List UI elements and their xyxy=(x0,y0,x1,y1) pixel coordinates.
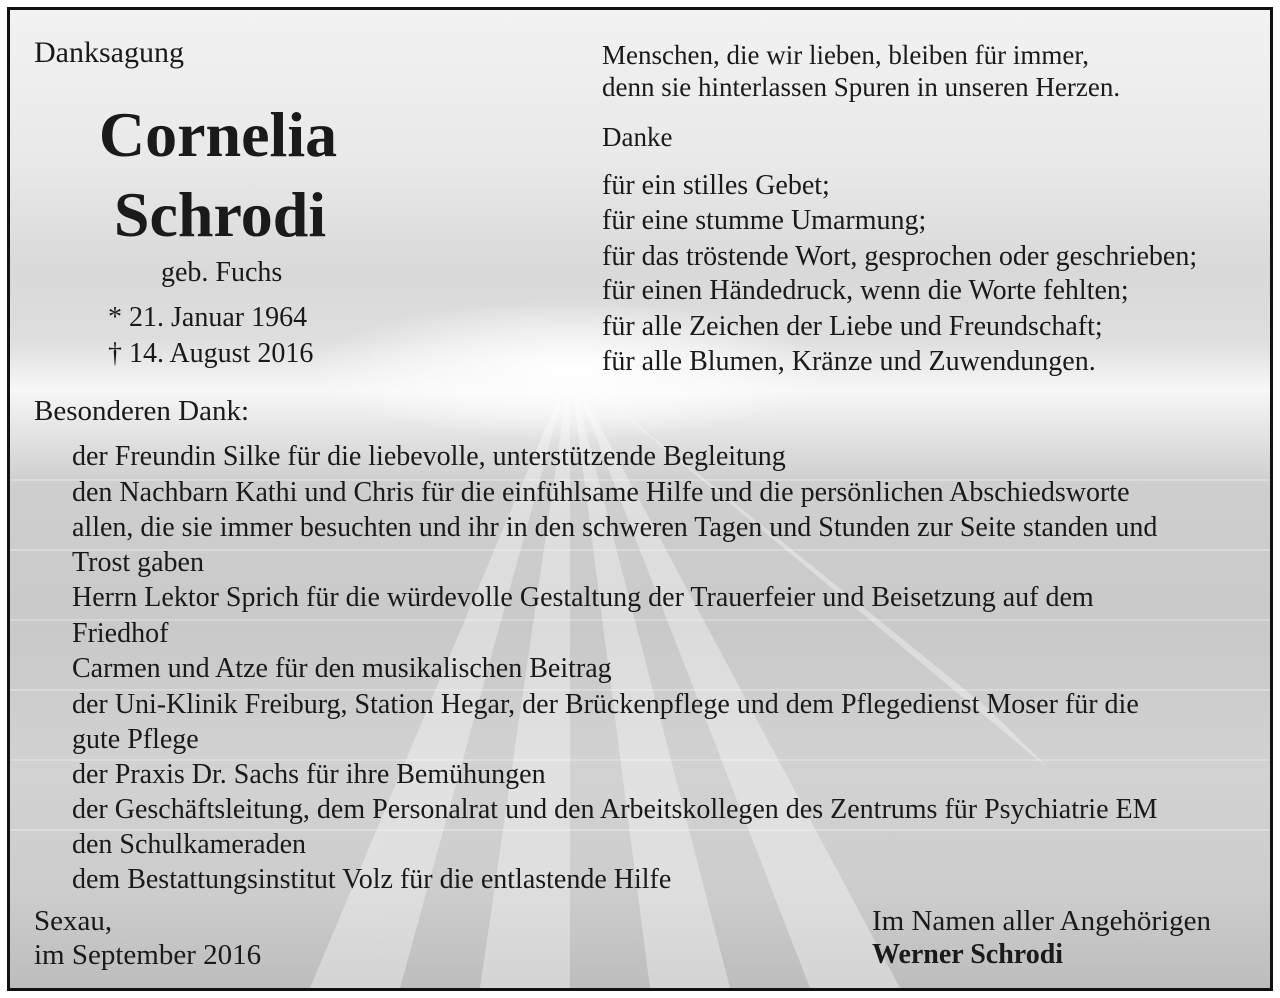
thanks-item: für alle Blumen, Kränze und Zuwendungen. xyxy=(602,346,1096,377)
maiden-name: geb. Fuchs xyxy=(161,257,283,288)
footer-date: im September 2016 xyxy=(34,939,262,971)
thanks-item: für eine stumme Umarmung; xyxy=(602,205,927,236)
birth-date: * 21. Januar 1964 xyxy=(108,302,308,333)
deceased-first-name: Cornelia xyxy=(98,99,338,170)
special-thanks-line: der Geschäftsleitung, dem Personalrat und den Arbeitskollegen des Zentrums für Psychiatrie EM xyxy=(72,794,1158,825)
thanks-heading: Danke xyxy=(602,122,673,152)
special-thanks-heading: Besonderen Dank: xyxy=(34,395,250,427)
special-thanks-line: der Freundin Silke für die liebevolle, unterstützende Begleitung xyxy=(72,441,786,472)
footer-signer: Werner Schrodi xyxy=(872,939,1064,970)
page-heading: Danksagung xyxy=(34,36,184,69)
quote-line-2: denn sie hinterlassen Spuren in unseren Herzen. xyxy=(602,72,1121,102)
special-thanks-line: der Praxis Dr. Sachs für ihre Bemühungen xyxy=(72,759,546,790)
special-thanks-line: Friedhof xyxy=(72,618,169,649)
death-date: † 14. August 2016 xyxy=(108,338,314,369)
quote-line-1: Menschen, die wir lieben, bleiben für immer, xyxy=(602,40,1090,70)
footer-place: Sexau, xyxy=(34,905,113,937)
thanks-item: für alle Zeichen der Liebe und Freundschaft; xyxy=(602,311,1103,342)
special-thanks-line: der Uni-Klinik Freiburg, Station Hegar, der Brückenpflege und dem Pflegedienst Moser für die xyxy=(72,689,1139,720)
special-thanks-line: allen, die sie immer besuchten und ihr in den schweren Tagen und Stunden zur Seite standen und xyxy=(72,512,1158,543)
special-thanks-line: Trost gaben xyxy=(72,547,204,578)
special-thanks-line: Carmen und Atze für den musikalischen Beitrag xyxy=(72,653,612,684)
special-thanks-line: den Nachbarn Kathi und Chris für die einfühlsame Hilfe und die persönlichen Abschiedsworte xyxy=(72,477,1130,508)
special-thanks-line: dem Bestattungsinstitut Volz für die entlastende Hilfe xyxy=(72,864,672,895)
obituary-card xyxy=(7,7,1273,991)
special-thanks-line: Herrn Lektor Sprich für die würdevolle Gestaltung der Trauerfeier und Beisetzung auf dem xyxy=(72,582,1094,613)
thanks-item: für einen Händedruck, wenn die Worte fehlten; xyxy=(602,275,1129,306)
deceased-last-name: Schrodi xyxy=(113,179,327,250)
thanks-item: für ein stilles Gebet; xyxy=(602,170,830,201)
thanks-item: für das tröstende Wort, gesprochen oder geschrieben; xyxy=(602,241,1198,272)
special-thanks-line: den Schulkameraden xyxy=(72,829,307,860)
footer-on-behalf: Im Namen aller Angehörigen xyxy=(872,905,1212,937)
special-thanks-line: gute Pflege xyxy=(72,724,199,755)
